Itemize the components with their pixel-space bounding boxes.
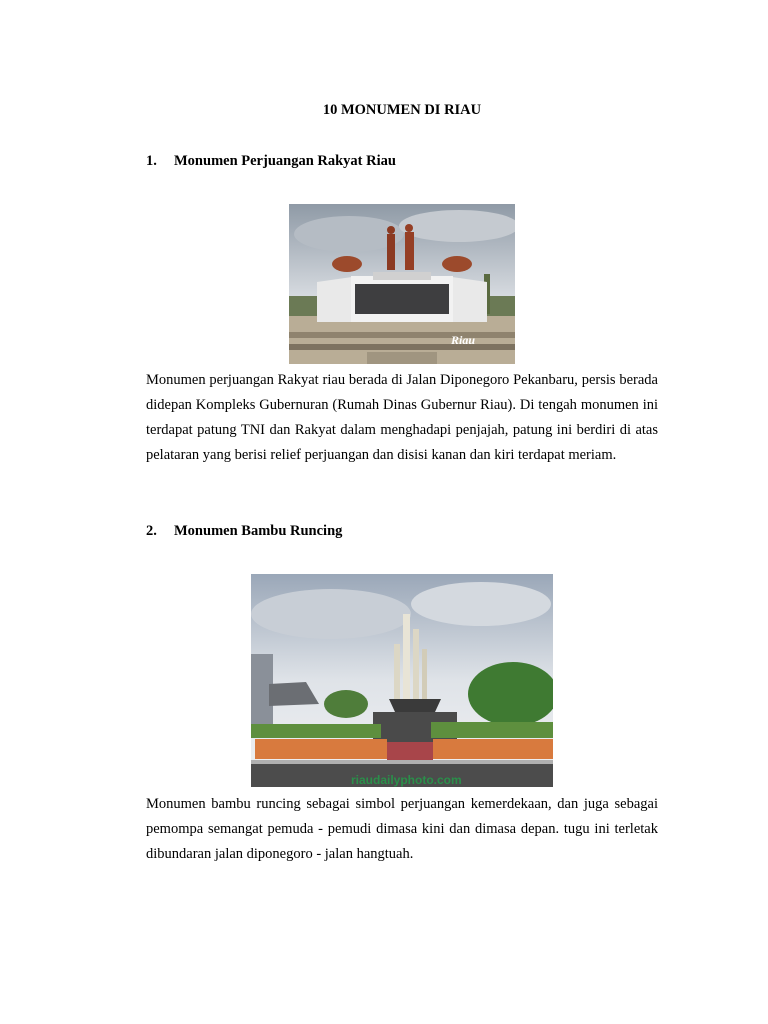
section-2-heading bbox=[146, 523, 342, 540]
section-2-title: Monumen Bambu Runcing bbox=[174, 523, 343, 539]
monumen-perjuangan-photo bbox=[289, 204, 515, 364]
section-2-number: 2. bbox=[146, 523, 157, 539]
section-1-title: Monumen Perjuangan Rakyat Riau bbox=[174, 153, 396, 169]
photo-1-watermark: Riau bbox=[451, 333, 476, 347]
section-2-paragraph: Monumen bambu runcing sebagai simbol perjuangan kemerdekaan, dan juga sebagai pemompa semangat pemuda - pemudi dimasa kini dan dimasa depan. tugu ini terletak dibundaran jalan diponegoro - jalan hangtuah. bbox=[146, 796, 658, 862]
document-title: 10 MONUMEN DI RIAU bbox=[322, 102, 482, 118]
section-1-heading bbox=[146, 153, 396, 170]
photo-2-watermark: riaudailyphoto.com bbox=[351, 773, 462, 787]
monumen-bambu-runcing-photo bbox=[251, 574, 553, 787]
section-1-paragraph: Monumen perjuangan Rakyat riau berada di Jalan Diponegoro Pekanbaru, persis berada didepan Kompleks Gubernuran (Rumah Dinas Gubernur Riau). Di tengah monumen ini terdapat patung TNI dan Rakyat dalam menghadapi penjajah, patung ini berdiri di atas pelataran yang berisi relief perjuangan dan disisi kanan dan kiri terdapat meriam. bbox=[146, 372, 658, 463]
section-1-number: 1. bbox=[146, 153, 157, 169]
